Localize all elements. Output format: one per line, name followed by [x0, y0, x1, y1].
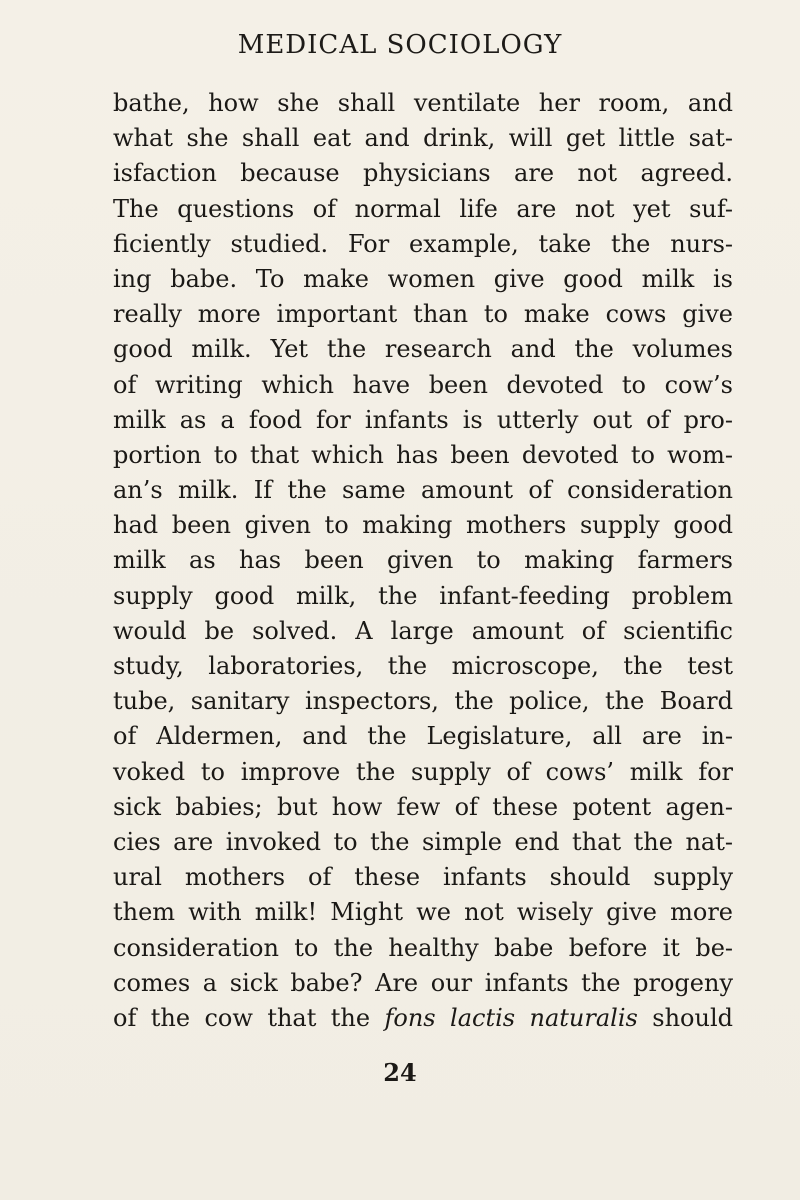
text-line: would be solved. A large amount of scientific [113, 616, 733, 645]
text-line: really more important than to make cows give [113, 300, 733, 329]
text-line: what she shall eat and drink, will get little sat- [113, 124, 733, 153]
text-line-last [113, 1001, 733, 1036]
text-line: an’s milk. If the same amount of consideration [113, 476, 733, 505]
body-text [113, 86, 733, 1036]
latin-phrase: fons lactis naturalis [384, 1003, 638, 1032]
text-line: sick babies; but how few of these potent agen- [113, 792, 733, 821]
text-line: ficiently studied. For example, take the nurs- [113, 229, 733, 258]
last-line-start: of the cow that the [113, 1003, 371, 1032]
text-line: had been given to making mothers supply good [113, 511, 733, 540]
text-line: portion to that which has been devoted to wom- [113, 440, 733, 469]
running-head: MEDICAL SOCIOLOGY [237, 30, 563, 60]
text-line: them with milk! Might we not wisely give more [113, 898, 733, 927]
text-line: of Aldermen, and the Legislature, all are in- [113, 722, 733, 751]
text-line: comes a sick babe? Are our infants the progeny [113, 968, 733, 997]
text-line: consideration to the healthy babe before it be- [113, 933, 733, 962]
text-line: The questions of normal life are not yet suf- [113, 194, 733, 223]
last-line-end: should [652, 1003, 733, 1032]
text-line: bathe, how she shall ventilate her room, and [113, 89, 733, 117]
text-line: milk as a food for infants is utterly out of pro- [113, 405, 733, 434]
text-line: good milk. Yet the research and the volumes [113, 335, 733, 364]
text-line: cies are invoked to the simple end that the nat- [113, 827, 733, 856]
text-line: supply good milk, the infant-feeding problem [113, 581, 733, 610]
text-line: voked to improve the supply of cows’ milk for [113, 757, 733, 786]
text-line: study, laboratories, the microscope, the test [113, 652, 733, 680]
text-line: ing babe. To make women give good milk is [113, 264, 733, 293]
text-line: of writing which have been devoted to cow’s [113, 370, 733, 399]
text-line: isfaction because physicians are not agreed. [113, 159, 733, 188]
text-line: ural mothers of these infants should supply [113, 863, 733, 892]
text-line: milk as has been given to making farmers [113, 546, 733, 575]
text-line: tube, sanitary inspectors, the police, the Board [113, 687, 733, 716]
page-number: 24 [383, 1058, 417, 1087]
